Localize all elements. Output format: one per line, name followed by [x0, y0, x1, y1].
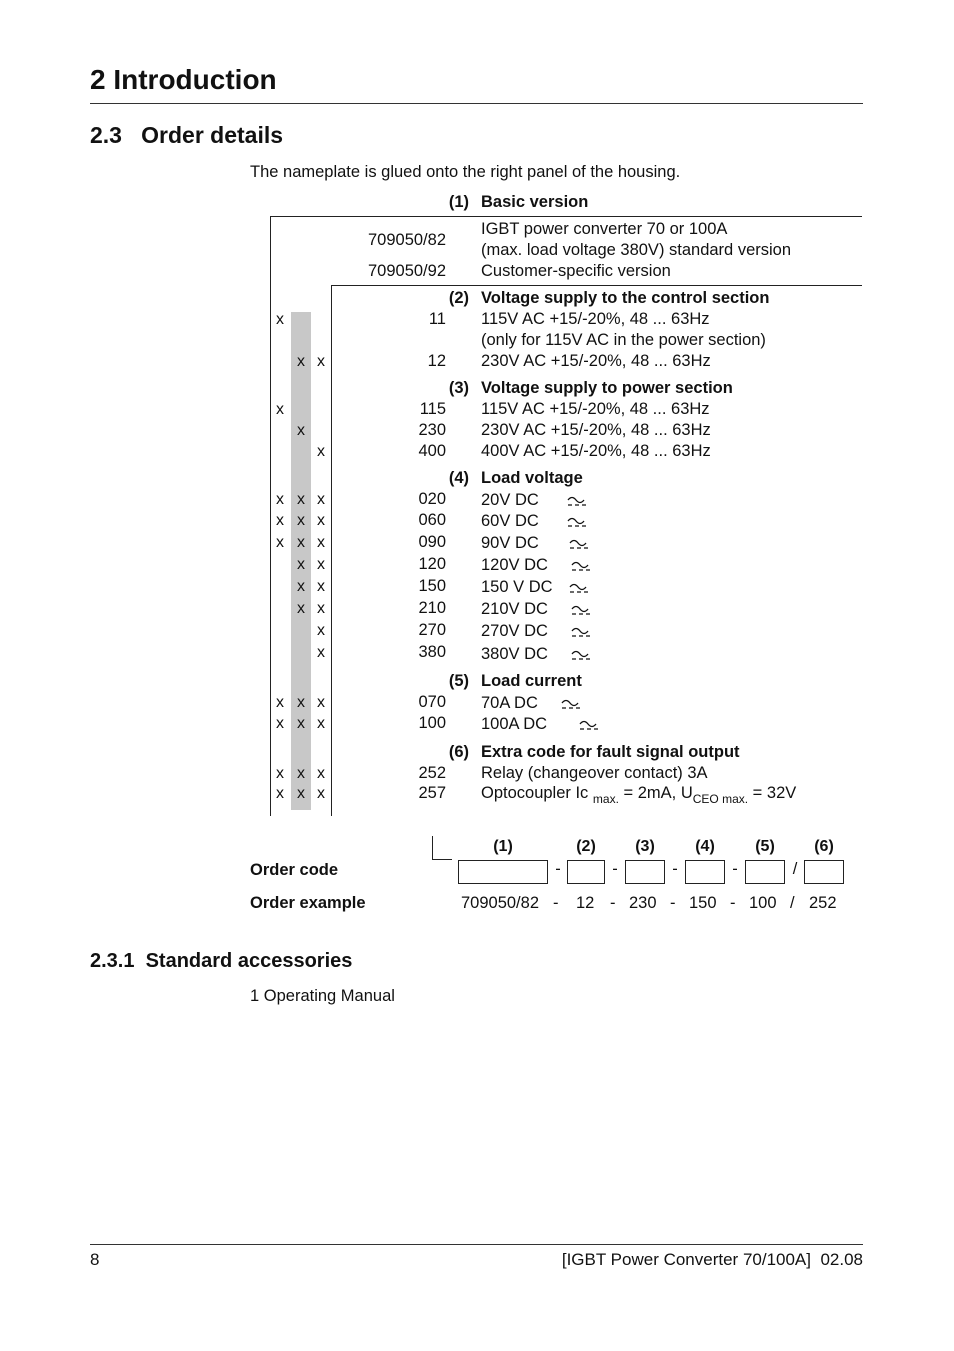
group4-code-2: 060	[418, 511, 446, 529]
order-pos-3: (3)	[635, 838, 655, 855]
group4-desc-4: 120V DC	[481, 556, 548, 574]
order-code-bracket-v	[432, 836, 433, 860]
mark-x: x	[276, 401, 284, 418]
order-code-sep-3: -	[672, 860, 678, 878]
group3-code-2: 230	[418, 421, 446, 439]
dc-symbol-icon	[578, 718, 600, 732]
order-code-sep-4: -	[732, 860, 738, 878]
group1-desc-1a: IGBT power converter 70 or 100A	[481, 220, 728, 238]
group1-desc-1b: (max. load voltage 380V) standard version	[481, 241, 792, 259]
mark-x: x	[317, 600, 325, 617]
group1-code-2: 709050/92	[368, 262, 446, 280]
order-example-label: Order example	[250, 894, 366, 912]
order-pos-6: (6)	[814, 838, 834, 855]
chapter-rule	[90, 103, 863, 104]
frame-left-line	[270, 216, 271, 816]
group6-desc-1: Relay (changeover contact) 3A	[481, 764, 708, 782]
order-example-value-1: 709050/82	[461, 894, 539, 912]
order-code-label: Order code	[250, 861, 339, 879]
optocoupler-text-c: = 32V	[748, 784, 797, 802]
group4-code-5: 150	[418, 577, 446, 595]
group4-code-8: 380	[418, 643, 446, 661]
mark-x: x	[297, 715, 305, 732]
group3-desc-1: 115V AC +15/-20%, 48 ... 63Hz	[481, 400, 710, 418]
frame-top-line	[270, 216, 862, 217]
group1-code-1: 709050/82	[368, 231, 446, 249]
order-code-sep-5: /	[792, 860, 798, 878]
group2-desc-1a: 115V AC +15/-20%, 48 ... 63Hz	[481, 310, 710, 328]
group4-desc-2: 60V DC	[481, 512, 539, 530]
order-example-value-4: 150	[689, 894, 717, 912]
frame-mid-line	[331, 285, 332, 816]
group3-desc-3: 400V AC +15/-20%, 48 ... 63Hz	[481, 442, 711, 460]
dc-symbol-icon	[568, 537, 590, 551]
group2-desc-2: 230V AC +15/-20%, 48 ... 63Hz	[481, 352, 711, 370]
group5-desc-2: 100A DC	[481, 715, 548, 733]
order-code-field-1	[458, 860, 548, 884]
mark-x: x	[317, 765, 325, 782]
group5-number: (5)	[448, 672, 469, 690]
dc-symbol-icon	[570, 559, 592, 573]
group2-code-1: 11	[428, 310, 446, 328]
group1-number: (1)	[448, 193, 469, 211]
group4-desc-5: 150 V DC	[481, 578, 553, 596]
mark-x: x	[276, 491, 284, 508]
order-pos-1: (1)	[493, 838, 513, 855]
footer-rule	[90, 1244, 863, 1245]
group6-desc-2	[481, 784, 797, 806]
group4-desc-6: 210V DC	[481, 600, 548, 618]
group4-code-3: 090	[418, 533, 446, 551]
mark-x: x	[317, 512, 325, 529]
mark-x: x	[297, 765, 305, 782]
order-example-value-6: 252	[809, 894, 837, 912]
dc-symbol-icon	[566, 515, 588, 529]
mark-x: x	[276, 694, 284, 711]
order-code-field-5	[745, 860, 785, 884]
group4-code-1: 020	[418, 490, 446, 508]
group4-code-7: 270	[418, 621, 446, 639]
mark-x: x	[297, 694, 305, 711]
order-example-sep-4: -	[730, 894, 736, 912]
group4-code-6: 210	[418, 599, 446, 617]
order-code-field-4	[685, 860, 725, 884]
optocoupler-text-b: = 2mA, U	[618, 784, 693, 802]
order-code-sep-1: -	[555, 860, 561, 878]
mark-x: x	[297, 512, 305, 529]
group3-code-1: 115	[419, 400, 446, 418]
group3-desc-2: 230V AC +15/-20%, 48 ... 63Hz	[481, 421, 711, 439]
order-code-field-6	[804, 860, 844, 884]
group5-desc-1: 70A DC	[481, 694, 538, 712]
dc-symbol-icon	[570, 648, 592, 662]
group1-desc-2: Customer-specific version	[481, 262, 671, 280]
mark-x: x	[317, 694, 325, 711]
group1-title: Basic version	[481, 193, 589, 211]
group2-number: (2)	[448, 289, 469, 307]
order-example-sep-2: -	[610, 894, 616, 912]
mark-x: x	[276, 765, 284, 782]
dc-symbol-icon	[570, 603, 592, 617]
mark-x: x	[276, 311, 284, 328]
order-example-sep-5: /	[790, 894, 795, 912]
group2-title: Voltage supply to the control section	[481, 289, 770, 307]
chapter-title: 2 Introduction	[90, 64, 277, 95]
mark-x: x	[276, 534, 284, 551]
group4-desc-3: 90V DC	[481, 534, 539, 552]
group3-code-3: 400	[418, 442, 446, 460]
optocoupler-sub-max: max.	[592, 792, 619, 806]
mark-x: x	[297, 422, 305, 439]
mark-x: x	[317, 556, 325, 573]
dc-symbol-icon	[560, 697, 582, 711]
order-code-field-3	[625, 860, 665, 884]
order-example-sep-1: -	[553, 894, 559, 912]
mark-x: x	[317, 644, 325, 661]
frame-second-line	[331, 285, 862, 286]
dc-symbol-icon	[570, 625, 592, 639]
mark-x: x	[297, 600, 305, 617]
footer-doc-title: [IGBT Power Converter 70/100A] 02.08	[561, 1250, 863, 1269]
order-pos-4: (4)	[695, 838, 715, 855]
intro-text: The nameplate is glued onto the right panel of the housing.	[250, 163, 681, 181]
group6-code-2: 257	[418, 784, 446, 802]
mark-x: x	[317, 353, 325, 370]
mark-x: x	[317, 622, 325, 639]
order-code-field-2	[567, 860, 605, 884]
order-pos-5: (5)	[755, 838, 775, 855]
group4-number: (4)	[448, 469, 469, 487]
dc-symbol-icon	[566, 494, 588, 508]
order-example-value-2: 12	[576, 894, 595, 912]
order-example-value-5: 100	[749, 894, 777, 912]
group5-code-1: 070	[418, 693, 446, 711]
group6-title: Extra code for fault signal output	[481, 743, 740, 761]
order-code-sep-2: -	[612, 860, 618, 878]
mark-x: x	[276, 715, 284, 732]
mark-x: x	[297, 534, 305, 551]
group3-number: (3)	[448, 379, 469, 397]
group2-desc-1b: (only for 115V AC in the power section)	[481, 331, 766, 349]
mark-x: x	[297, 578, 305, 595]
mark-x: x	[317, 443, 325, 460]
group2-code-2: 12	[427, 352, 446, 370]
mark-x: x	[317, 578, 325, 595]
mark-x: x	[297, 785, 305, 802]
optocoupler-text-a: Optocoupler Ic	[481, 784, 589, 802]
optocoupler-sub-ceo: CEO max.	[692, 792, 749, 806]
section-title: 2.3 Order details	[90, 122, 284, 148]
mark-x: x	[317, 785, 325, 802]
order-code-bracket-h	[432, 859, 452, 860]
order-example-value-3: 230	[629, 894, 657, 912]
group3-title: Voltage supply to power section	[481, 379, 733, 397]
mark-x: x	[317, 491, 325, 508]
dc-symbol-icon	[568, 581, 590, 595]
group4-desc-8: 380V DC	[481, 645, 548, 663]
mark-x: x	[297, 353, 305, 370]
group4-desc-7: 270V DC	[481, 622, 548, 640]
mark-x: x	[276, 785, 284, 802]
group5-title: Load current	[481, 672, 582, 690]
group6-code-1: 252	[418, 764, 446, 782]
mark-x: x	[317, 534, 325, 551]
mark-x: x	[297, 556, 305, 573]
mark-x: x	[276, 512, 284, 529]
group4-title: Load voltage	[481, 469, 583, 487]
group4-code-4: 120	[418, 555, 446, 573]
order-example-sep-3: -	[670, 894, 676, 912]
accessories-text: 1 Operating Manual	[250, 987, 395, 1005]
mark-x: x	[297, 491, 305, 508]
subsection-title: 2.3.1 Standard accessories	[90, 950, 353, 972]
mark-x: x	[317, 715, 325, 732]
group6-number: (6)	[448, 743, 469, 761]
group4-desc-1: 20V DC	[481, 491, 539, 509]
order-pos-2: (2)	[576, 838, 596, 855]
page-number: 8	[90, 1250, 100, 1269]
group5-code-2: 100	[418, 714, 446, 732]
